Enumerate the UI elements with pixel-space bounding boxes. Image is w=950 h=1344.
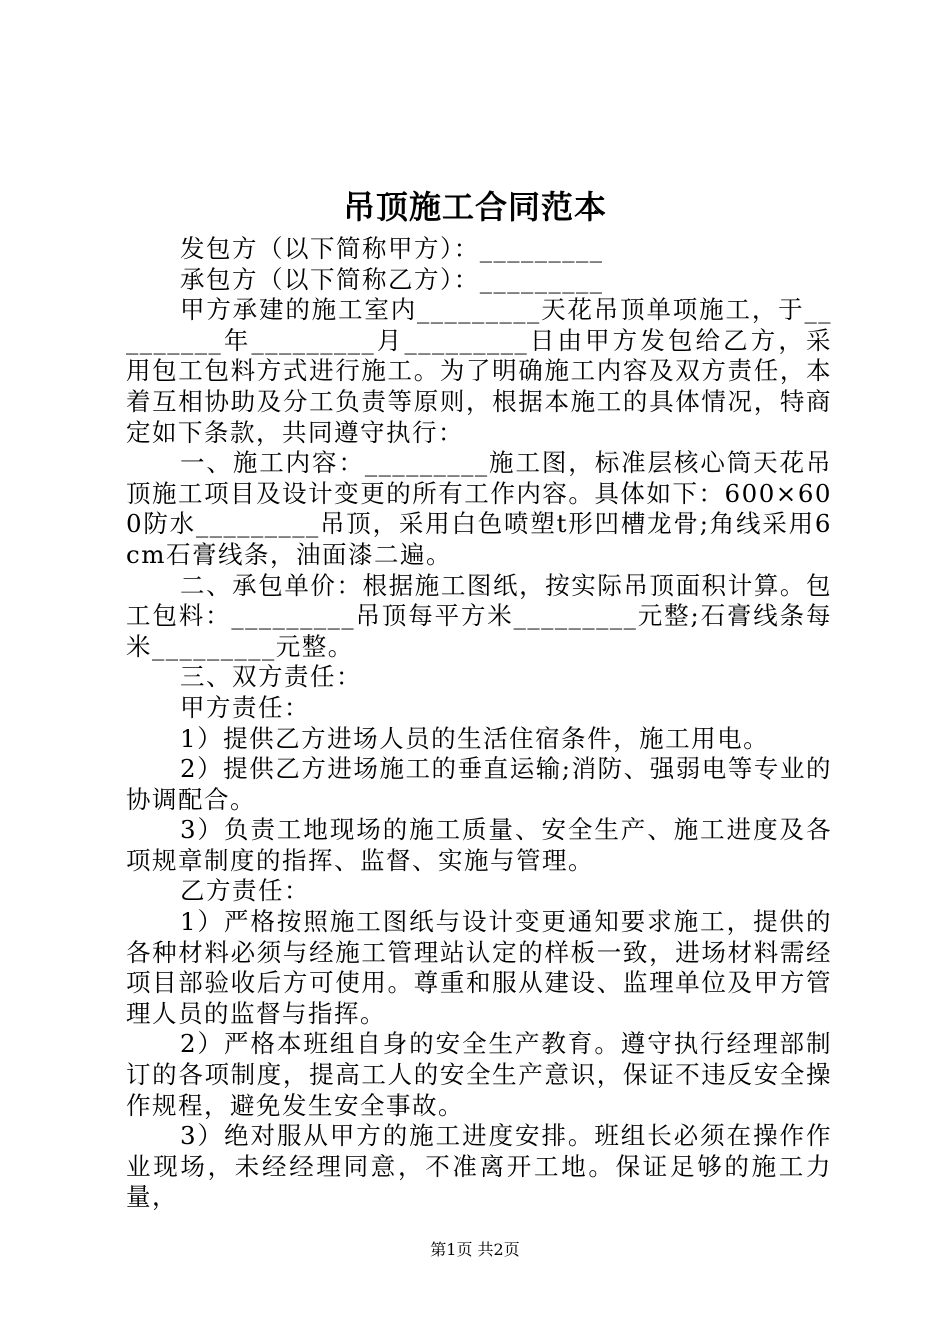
paragraph-section-2: 二、承包单价：根据施工图纸，按实际吊顶面积计算。包工包料：_________吊顶每平方米_________元整;石膏线条每米_________元整。 bbox=[126, 570, 832, 661]
page-number-footer: 第1页 共2页 bbox=[430, 1240, 520, 1259]
paragraph-party-a-item-3: 3）负责工地现场的施工质量、安全生产、施工进度及各项规章制度的指挥、监督、实施与管理。 bbox=[126, 815, 832, 875]
paragraph-party-b-item-1: 1）严格按照施工图纸与设计变更通知要求施工，提供的各种材料必须与经施工管理站认定的样板一致，进场材料需经项目部验收后方可使用。尊重和服从建设、监理单位及甲方管理人员的监督与指挥。 bbox=[126, 907, 832, 1028]
paragraph-party-a-item-1: 1）提供乙方进场人员的生活住宿条件，施工用电。 bbox=[180, 723, 770, 753]
paragraph-party-b: 承包方（以下简称乙方）：_________ bbox=[180, 264, 604, 294]
document-body bbox=[126, 234, 832, 1213]
paragraph-party-b-item-3: 3）绝对服从甲方的施工进度安排。班组长必须在操作作业现场，未经经理同意，不准离开工地。保证足够的施工力量， bbox=[126, 1121, 832, 1212]
document-title: 吊顶施工合同范本 bbox=[342, 188, 607, 226]
paragraph-party-b-heading: 乙方责任： bbox=[180, 876, 310, 906]
paragraph-party-a: 发包方（以下简称甲方）：_________ bbox=[180, 234, 604, 263]
paragraph-section-3-heading: 三、双方责任： bbox=[180, 662, 362, 692]
paragraph-section-1: 一、施工内容：_________施工图，标准层核心筒天花吊顶施工项目及设计变更的所有工作内容。具体如下：600×600防水_________吊顶，采用白色喷塑t形凹槽龙骨;角线采用6cm石膏线条，油面漆二遍。 bbox=[126, 448, 832, 569]
paragraph-party-b-item-2: 2）严格本班组自身的安全生产教育。遵守执行经理部制订的各项制度，提高工人的安全生产意识，保证不违反安全操作规程，避免发生安全事故。 bbox=[126, 1029, 832, 1120]
paragraph-party-a-item-2: 2）提供乙方进场施工的垂直运输;消防、强弱电等专业的协调配合。 bbox=[126, 754, 832, 814]
paragraph-intro: 甲方承建的施工室内_________天花吊顶单项施工，于_________年_________月_________日由甲方发包给乙方，采用包工包料方式进行施工。为了明确施工内容及双方责任，本着互相协助及分工负责等原则，根据本施工的具体情况，特商定如下条款，共同遵守执行： bbox=[126, 295, 832, 447]
paragraph-party-a-heading: 甲方责任： bbox=[180, 692, 310, 722]
